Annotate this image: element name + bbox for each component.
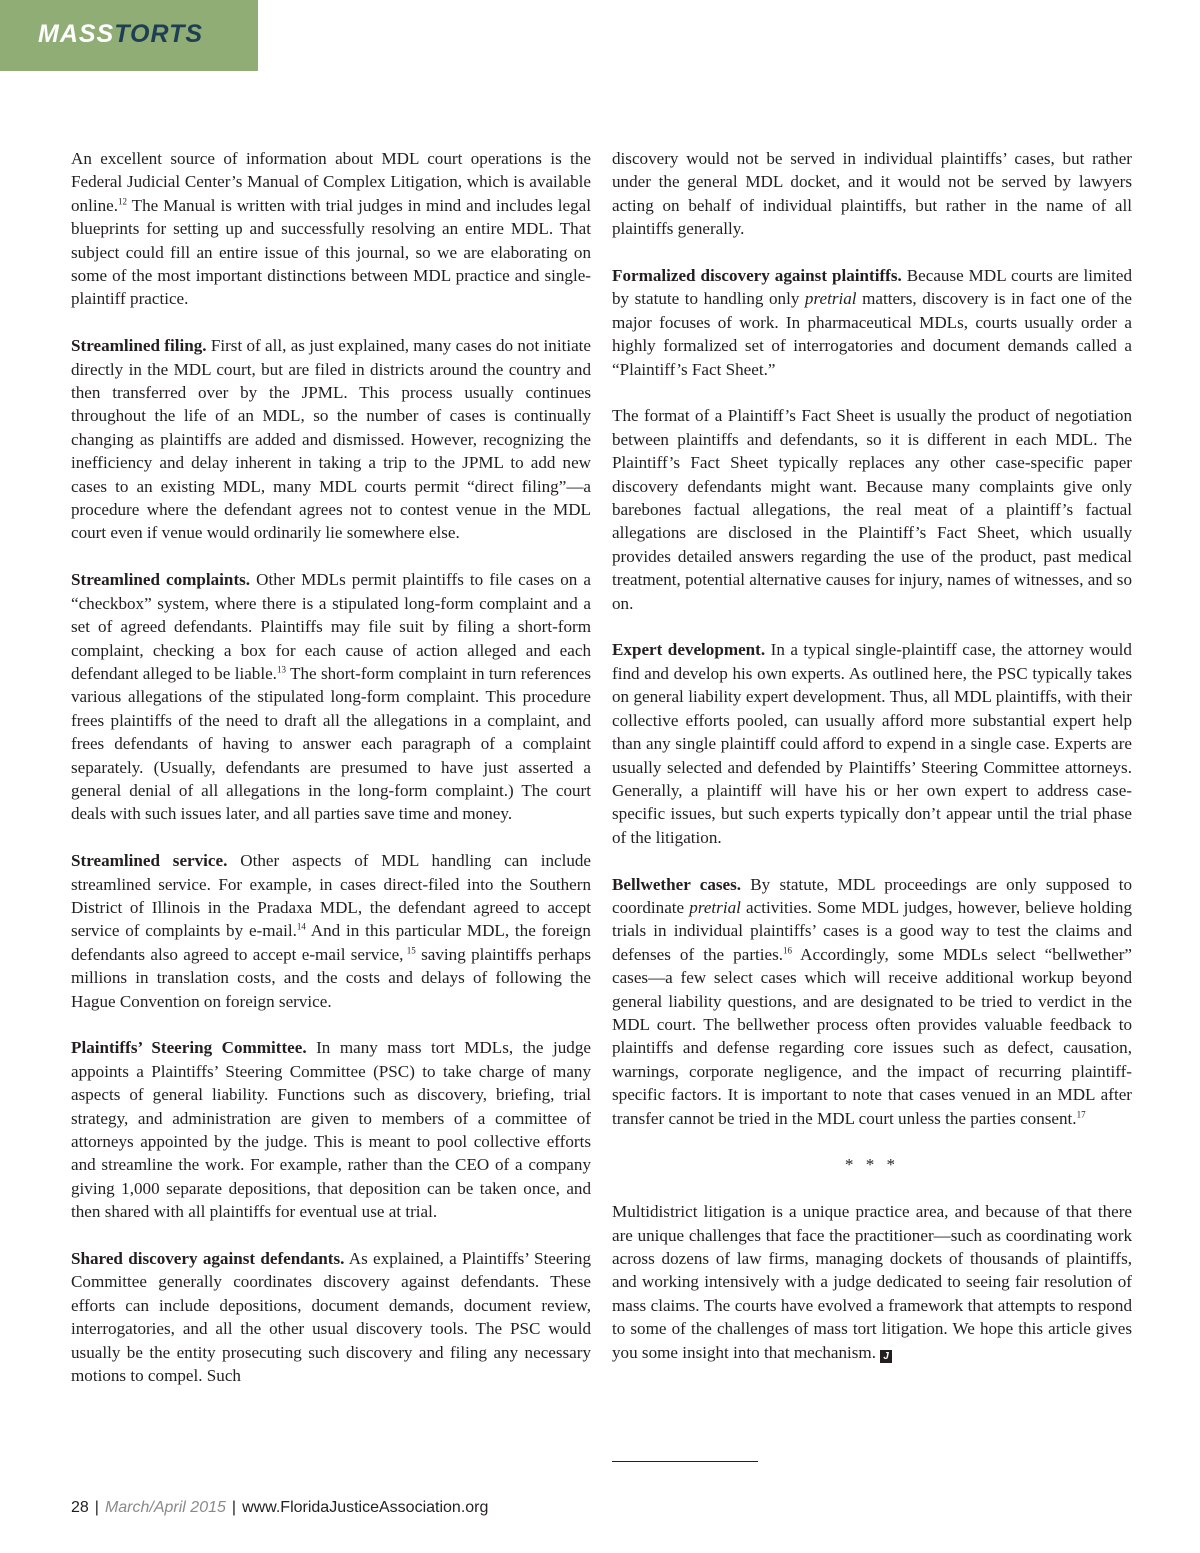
footnote-rule	[612, 1461, 758, 1462]
subheading: Shared discovery against defendants.	[71, 1249, 345, 1269]
left-column	[71, 147, 591, 1411]
footnote-ref: 16	[783, 945, 793, 956]
subheading: Expert development.	[612, 640, 766, 660]
footnote-ref: 15	[403, 945, 416, 956]
subheading: Streamlined filing.	[71, 336, 207, 356]
website-link[interactable]: www.FloridaJusticeAssociation.org	[242, 1499, 489, 1516]
footnote-ref: 17	[1076, 1109, 1086, 1120]
subheading: Bellwether cases.	[612, 874, 742, 894]
issue-date: March/April 2015	[104, 1499, 226, 1516]
footnote-ref: 14	[296, 922, 306, 933]
conclusion-paragraph: Multidistrict litigation is a unique practice area, and because of that there are unique challenges that face the practitioner—such as coordinating work across dozens of law firms, managing dockets of thousands of plaintiffs, and working intensively with a judge dedicated to seeing fair resolution of mass claims. The courts have evolved a framework that attempts to respond to some of the challenges of mass tort litigation. We hope this article gives you some insight into that mechanism. J	[612, 1202, 1132, 1362]
footer-separator: |	[94, 1499, 99, 1516]
subheading: Formalized discovery against plaintiffs.	[612, 266, 902, 286]
streamlined-filing-paragraph: Streamlined filing. First of all, as just explained, many cases do not initiate directly in the MDL court, but are filed in districts around the country and then transferred over by the JPML. This process usually continues throughout the life of an MDL, so the number of cases is continually changing as plaintiffs are added and dismissed. However, recognizing the inefficiency and delay inherent in taking a trip to the JPML to add new cases to an existing MDL, many MDL courts permit “direct filing”—a procedure where the defendant agrees not to contest venue in the MDL court even if venue would ordinarily lie somewhere else.	[71, 336, 591, 543]
subheading: Streamlined complaints.	[71, 570, 251, 590]
shared-discovery-paragraph: Shared discovery against defendants. As explained, a Plaintiffs’ Steering Committee generally coordinates discovery against defendants. These efforts can include depositions, document demands, document review, interrogatories, and all the other usual discovery tools. The PSC would usually be the entity prosecuting such discovery and filing any necessary motions to compel. Such	[71, 1249, 591, 1386]
formalized-discovery-paragraph: Formalized discovery against plaintiffs. Because MDL courts are limited by statute to handling only pretrial matters, discovery is in fact one of the major focuses of work. In pharmaceutical MDLs, courts usually order a highly formalized set of interrogatories and document demands called a “Plaintiff’s Fact Sheet.”	[612, 266, 1132, 379]
continued-paragraph: discovery would not be served in individual plaintiffs’ cases, but rather under the general MDL docket, and it would not be served by lawyers acting on behalf of individual plaintiffs, but rather in the name of all plaintiffs generally.	[612, 149, 1132, 239]
section-tab	[0, 0, 258, 71]
subheading: Streamlined service.	[71, 851, 228, 871]
intro-paragraph: An excellent source of information about MDL court operations is the Federal Judicial Center’s Manual of Complex Litigation, which is available online.$^{12}$ The Manual is written with trial judges in mind and includes legal blueprints for setting up and successfully resolving an entire MDL. That subject could fill an entire issue of this journal, so we are elaborating on some of the most important distinctions between MDL practice and single-plaintiff practice.	[71, 149, 591, 309]
section-divider: * * *	[844, 1155, 900, 1175]
end-mark-icon: J	[880, 1350, 892, 1363]
footnote-ref: 12	[118, 196, 127, 207]
bellwether-paragraph: Bellwether cases. By statute, MDL proceedings are only supposed to coordinate pretrial activities. Some MDL judges, however, believe holding trials in individual plaintiffs’ cases is a good way to test the claims and defenses of the parties.$^{16}$ Accordingly, some MDLs select “bellwether” cases—a few select cases which will receive additional workup beyond general liability questions, and are designated to be tried to verdict in the MDL court. The bellwether process often provides valuable feedback to plaintiffs and defense regarding core issues such as defect, causation, warnings, corporate negligence, and the impact of recurring plaintiff-specific factors. It is important to note that cases venued in an MDL after transfer cannot be tried in the MDL court unless the parties consent.$^{17}$	[612, 874, 1132, 1128]
page-number: 28	[71, 1499, 89, 1516]
streamlined-service-paragraph: Streamlined service. Other aspects of MDL handling can include streamlined service. For example, in cases direct-filed into the Southern District of Illinois in the Pradaxa MDL, the defendant agreed to accept service of complaints by e-mail.$^{14}$ And in this particular MDL, the foreign defendants also agreed to accept e-mail service, $^{15}$ saving plaintiffs perhaps millions in translation costs, and the costs and delays of following the Hague Convention on foreign service.	[71, 851, 592, 1011]
footnote-ref: 13	[276, 664, 286, 675]
expert-development-paragraph: Expert development. In a typical single-plaintiff case, the attorney would find and develop his own experts. As outlined here, the PSC typically takes on general liability expert development. Thus, all MDL plaintiffs, with their collective efforts pooled, can usually afford more substantial expert help than any single plaintiff could afford to expend in a single case. Experts are usually selected and defended by Plaintiffs’ Steering Committee attorneys. Generally, a plaintiff will have his or her own expert to address case-specific issues, but such experts typically don’t appear until the trial phase of the litigation.	[612, 640, 1132, 847]
streamlined-complaints-paragraph: Streamlined complaints. Other MDLs permit plaintiffs to file cases on a “checkbox” system, where there is a stipulated long-form complaint and a set of agreed defendants. Plaintiffs may file suit by filing a short-form complaint, checking a box for each cause of action alleged and each defendant alleged to be liable.$^{13}$ The short-form complaint in turn references various allegations of the stipulated long-form complaint. This procedure frees plaintiffs of the need to draft all the allegations in a complaint, and frees defendants of having to answer each paragraph of a complaint separately. (Usually, defendants are presumed to have just asserted a general denial of all allegations in the long-form complaint.) The court deals with such issues later, and all parties save time and money.	[71, 570, 591, 824]
section-title: MASSTORTS	[38, 20, 204, 48]
page-footer	[71, 1499, 488, 1517]
subheading: Plaintiffs’ Steering Committee.	[71, 1038, 307, 1058]
right-column	[612, 147, 1132, 1387]
fact-sheet-paragraph: The format of a Plaintiff’s Fact Sheet is usually the product of negotiation between plaintiffs and defendants, so it is different in each MDL. The Plaintiff’s Fact Sheet typically replaces any other case-specific paper discovery defendants might want. Because many complaints give only barebones factual allegations, the real meat of a plaintiff’s factual allegations are disclosed in the Plaintiff’s Fact Sheet, which usually provides detailed answers regarding the use of the product, past medical treatment, potential alternative causes for injury, names of witnesses, and so on.	[612, 406, 1132, 613]
footer-separator: |	[231, 1499, 237, 1516]
steering-committee-paragraph: Plaintiffs’ Steering Committee. In many mass tort MDLs, the judge appoints a Plaintiffs’ Steering Committee (PSC) to take charge of many aspects of general liability. Functions such as discovery, briefing, trial strategy, and administration are given to members of a committee of attorneys appointed by the judge. This is meant to pool collective efforts and streamline the work. For example, rather than the CEO of a company giving 1,000 separate depositions, that deposition can be taken once, and then shared with all plaintiffs for eventual use at trial.	[71, 1038, 591, 1222]
